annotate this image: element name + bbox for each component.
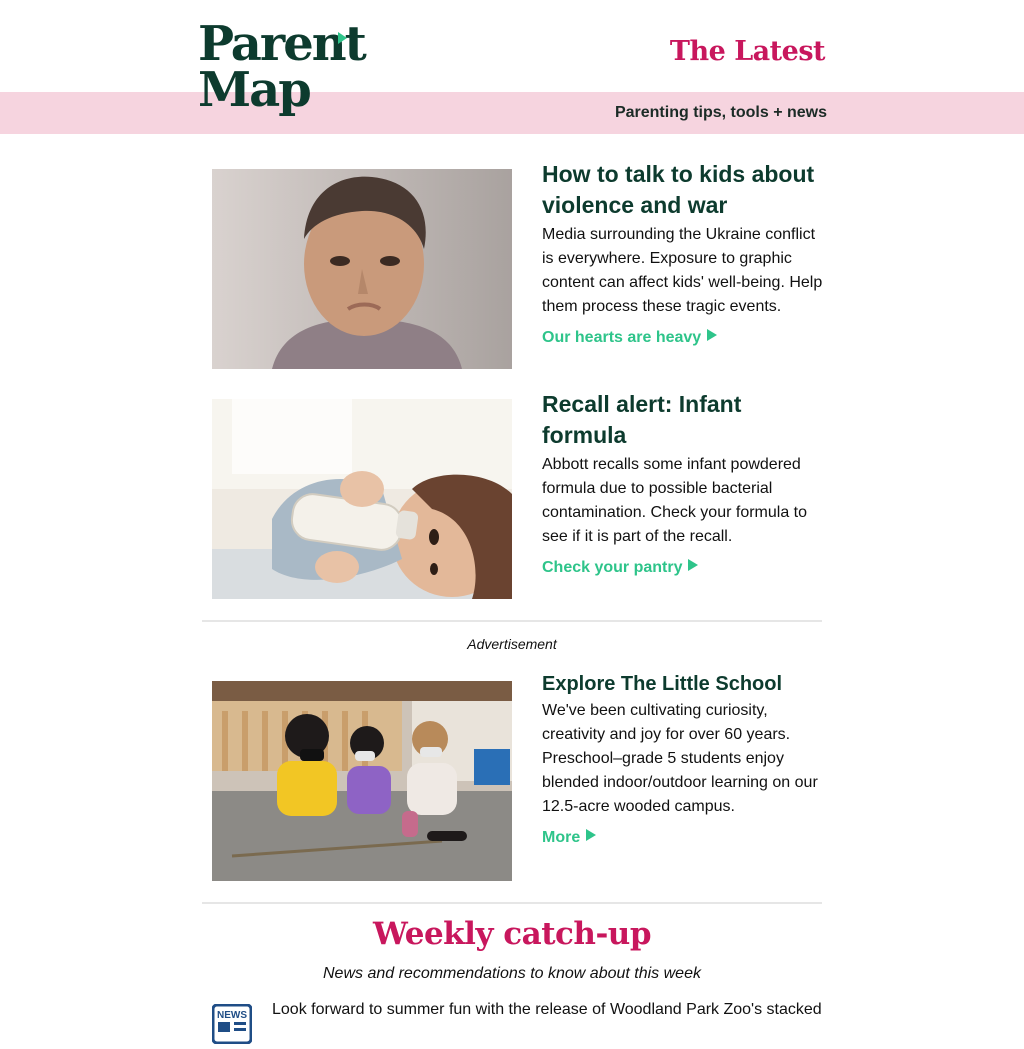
story-description: Media surrounding the Ukraine conflict is everywhere. Exposure to graphic content can affect kids' well-being. Help them process these tragic events. [542, 226, 823, 315]
cta-label: Check your pantry [542, 559, 683, 576]
advertisement-label: Advertisement [467, 636, 557, 652]
logo-word-parent: Parent [198, 16, 365, 72]
ad-description: We've been cultivating curiosity, creativity and joy for over 60 years. Preschool–grade 5 students enjoy blended indoor/outdoor learning on our 12.5-acre wooded campus. [542, 702, 818, 815]
baby-bottle-illustration [212, 399, 512, 599]
weekly-catchup-title: Weekly catch-up [372, 916, 652, 952]
weekly-catchup-subtitle: News and recommendations to know about this week [323, 965, 701, 982]
section-divider [202, 902, 822, 904]
boy-portrait-illustration [212, 169, 512, 369]
logo-play-icon [338, 32, 347, 44]
children-playing-illustration [212, 681, 512, 881]
ad-more-link[interactable] [542, 829, 596, 847]
cta-label: More [542, 829, 581, 846]
ad-image-children[interactable] [212, 681, 512, 881]
tagline-band [0, 92, 1024, 134]
newspaper-icon [212, 1004, 252, 1044]
story-card [212, 391, 824, 599]
news-item-text[interactable]: Look forward to summer fun with the release of Woodland Park Zoo's stacked [272, 1001, 822, 1018]
ad-content [542, 671, 827, 847]
cta-label: Our hearts are heavy [542, 329, 702, 346]
logo-word-map: Map [198, 62, 310, 118]
story-card [212, 161, 824, 369]
news-icon-label: NEWS [217, 1010, 247, 1021]
story-cta-link[interactable] [542, 329, 717, 347]
ad-card [212, 673, 824, 881]
play-arrow-icon [707, 329, 717, 341]
play-arrow-icon [586, 829, 596, 841]
play-arrow-icon [688, 559, 698, 571]
story-content [542, 159, 827, 347]
story-image-boy[interactable] [212, 169, 512, 369]
story-cta-link[interactable] [542, 559, 698, 577]
the-latest-heading: The Latest [669, 36, 825, 67]
story-title[interactable]: Recall alert: Infant formula [542, 391, 742, 448]
story-image-baby[interactable] [212, 399, 512, 599]
ad-title[interactable]: Explore The Little School [542, 673, 783, 695]
section-divider [202, 620, 822, 622]
parentmap-logo[interactable] [198, 14, 365, 122]
story-content [542, 389, 827, 577]
story-description: Abbott recalls some infant powdered formula due to possible bacterial contamination. Check your formula to see if it is part of the recall. [542, 456, 808, 545]
tagline-text: Parenting tips, tools + news [614, 104, 827, 121]
story-title[interactable]: How to talk to kids about violence and war [542, 161, 815, 218]
